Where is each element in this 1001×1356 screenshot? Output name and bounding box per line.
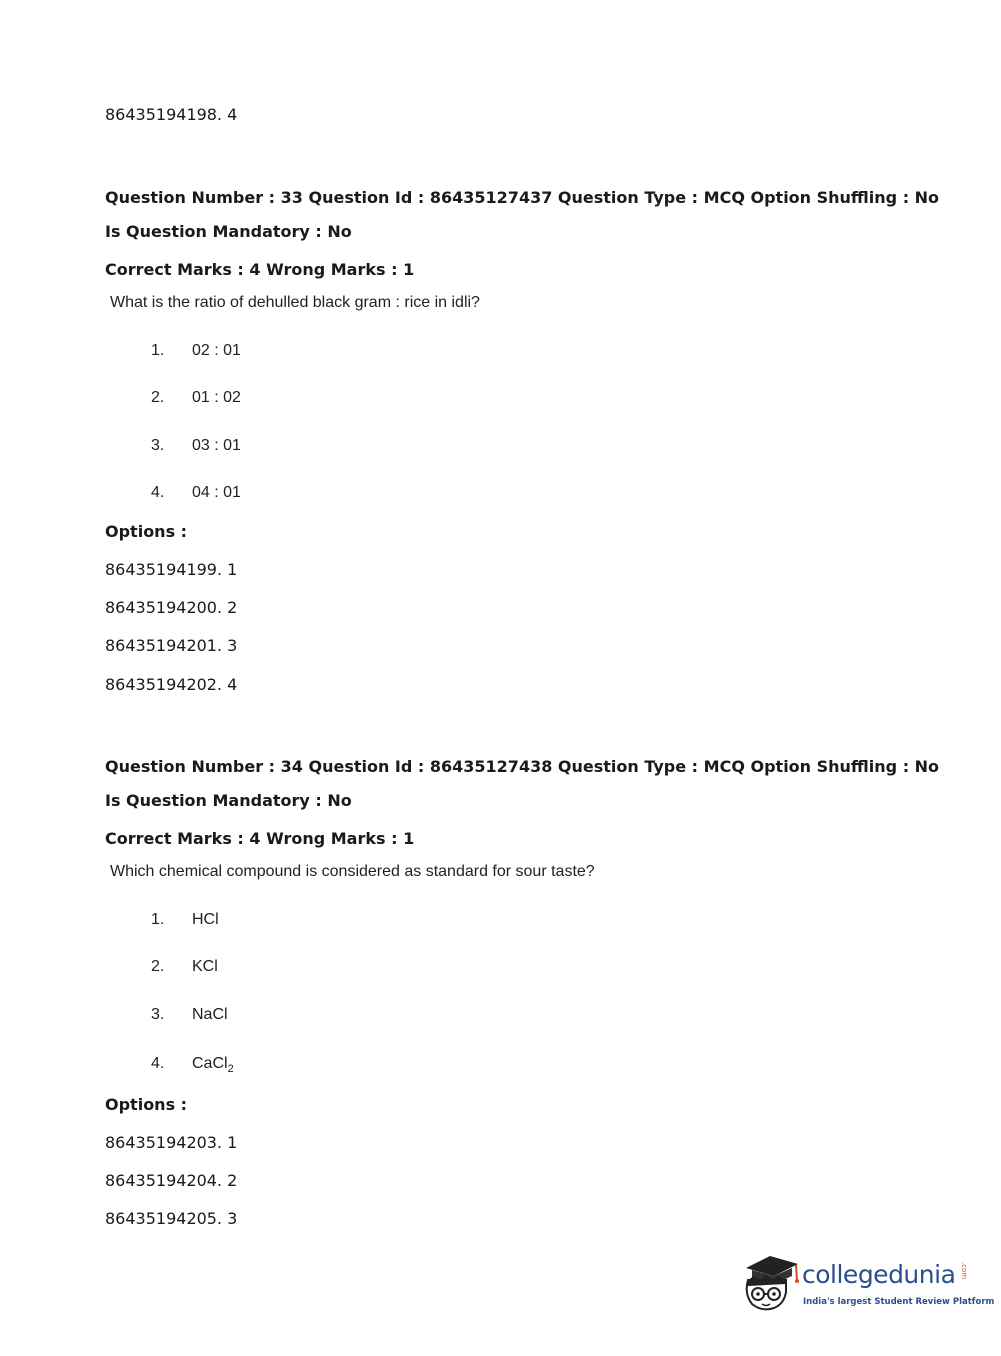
options-label: Options : (105, 522, 188, 541)
answer-choice-3 (151, 1006, 228, 1024)
option-line: 86435194203. 1 (105, 1133, 238, 1152)
choice-number: 4. (151, 1055, 165, 1072)
logo-domain-suffix: .com (960, 1262, 968, 1280)
mascot-icon (740, 1250, 802, 1318)
question-text: What is the ratio of dehulled black gram : rice in idli? (110, 294, 480, 311)
answer-choice-3 (151, 437, 241, 455)
choice-number: 1. (151, 911, 165, 928)
option-line: 86435194199. 1 (105, 560, 238, 579)
choice-subscript: 2 (227, 1063, 234, 1076)
choice-text: 04 : 01 (192, 484, 241, 501)
question-header: Question Number : 34 Question Id : 86435127438 Question Type : MCQ Option Shuffling : No (105, 757, 940, 776)
options-label: Options : (105, 1095, 188, 1114)
choice-text: CaCl (192, 1055, 228, 1072)
answer-choice-2 (151, 389, 241, 407)
choice-number: 2. (151, 389, 165, 406)
choice-number: 1. (151, 342, 165, 359)
answer-choice-4 (151, 484, 241, 502)
answer-choice-4 (151, 1055, 234, 1075)
answer-choice-2 (151, 958, 218, 976)
question-header: Question Number : 33 Question Id : 86435127437 Question Type : MCQ Option Shuffling : No (105, 188, 940, 207)
choice-number: 3. (151, 1006, 165, 1023)
question-marks: Correct Marks : 4 Wrong Marks : 1 (105, 260, 415, 279)
option-line: 86435194202. 4 (105, 675, 238, 694)
choice-text: KCl (192, 958, 218, 975)
option-line: 86435194204. 2 (105, 1171, 238, 1190)
choice-text: 01 : 02 (192, 389, 241, 406)
choice-number: 4. (151, 484, 165, 501)
question-text: Which chemical compound is considered as standard for sour taste? (110, 863, 595, 880)
question-marks: Correct Marks : 4 Wrong Marks : 1 (105, 829, 415, 848)
question-mandatory: Is Question Mandatory : No (105, 791, 352, 810)
answer-choice-1 (151, 342, 241, 360)
logo-wordmark: collegedunia (802, 1260, 956, 1289)
option-line: 86435194200. 2 (105, 598, 238, 617)
choice-number: 2. (151, 958, 165, 975)
choice-text: NaCl (192, 1006, 228, 1023)
option-line: 86435194198. 4 (105, 105, 238, 124)
option-line: 86435194201. 3 (105, 636, 238, 655)
answer-choice-1 (151, 911, 219, 929)
choice-text: 02 : 01 (192, 342, 241, 359)
choice-text: 03 : 01 (192, 437, 241, 454)
logo-tagline: India's largest Student Review Platform (803, 1297, 995, 1307)
option-line: 86435194205. 3 (105, 1209, 238, 1228)
question-mandatory: Is Question Mandatory : No (105, 222, 352, 241)
collegedunia-logo (740, 1250, 995, 1318)
choice-number: 3. (151, 437, 165, 454)
choice-text: HCl (192, 911, 219, 928)
